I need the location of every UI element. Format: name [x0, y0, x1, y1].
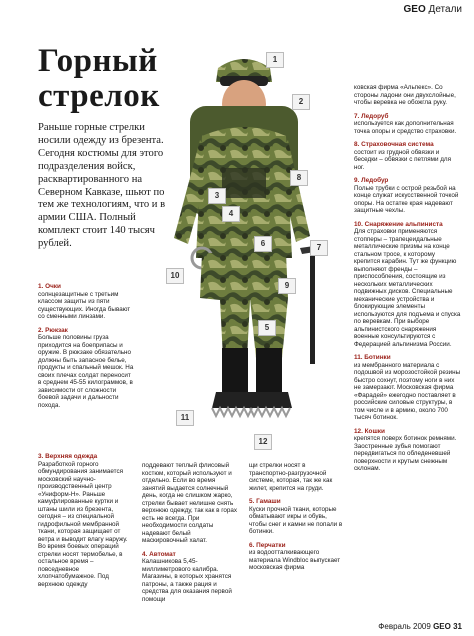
item-heading: 8. Страховочная система — [354, 141, 434, 148]
text-column-1 — [38, 283, 134, 415]
page-number: 31 — [453, 622, 462, 631]
item-heading: 11. Ботинки — [354, 354, 391, 361]
item-text: используется как дополнительная точка опоры и средство страховки. — [354, 120, 457, 135]
item-text: ковская фирма «Альпекс». Со стороны ладони они двухслойные, чтобы веревка не обожгла руку. — [354, 84, 456, 106]
header-section: Детали — [428, 4, 462, 15]
item-heading: 5. Гамаши — [249, 498, 281, 505]
item-heading: 6. Перчатки — [249, 541, 286, 549]
callout-10: 10 — [166, 268, 184, 284]
item-heading: 12. Кошки — [354, 427, 385, 435]
text-column-4 — [249, 462, 345, 578]
item-text: из мембранного материала с подошвой из морозостойкой резины быстро сохнут, поэтому ноги в них не замерзают. Московская фирма «Фарадей» ежегодно поставляет в российские силовые структуры, в том числе и в армию, около 700 тысяч ботинок. — [354, 361, 461, 421]
footer-brand: GEO — [433, 622, 451, 631]
callout-7: 7 — [310, 240, 328, 256]
callout-9: 9 — [278, 278, 296, 294]
item-heading: 9. Ледобур — [354, 177, 389, 184]
footer-date: Февраль 2009 — [378, 622, 431, 631]
article-lede: Раньше горные стрелки носили одежду из брезента. Сегодня костюмы для этого подразделения войск, расквартированного на Северном Кавказе, шьют по тем же технологиям, что и в армии США. Полный комплект стоит 140 тысяч рублей. — [38, 122, 166, 250]
item-heading: 3. Верхняя одежда — [38, 453, 98, 460]
callout-11: 11 — [176, 410, 194, 426]
text-column-2 — [38, 453, 134, 594]
item-text: Куски прочной ткани, которые обматывают икры и обувь, чтобы снег и камни не попали в ботинки. — [249, 505, 343, 535]
callout-3: 3 — [208, 188, 226, 204]
item-text: солнцезащитные с третьим классом защиты из пяти существующих. Иногда бывают со сменными линзами. — [38, 290, 131, 320]
section-header — [404, 4, 462, 15]
item-text: Больше половины груза приходится на боеприпасы и оружие. В рюкзаке обязательно должны быть запасное белье, продукты и спальный мешок. На своих плечах солдат переносит в среднем 45-55 килограммов, в зависимости от сложности боевой задачи и дальности похода. — [38, 334, 134, 409]
callout-2: 2 — [292, 94, 310, 110]
title-line-2: стрелок — [38, 78, 160, 114]
item-heading: 4. Автомат — [142, 550, 176, 558]
callout-12: 12 — [254, 434, 272, 450]
item-text: из водоотталкивающего материала Windbloc выпускает московская фирма — [249, 549, 341, 571]
item-heading: 1. Очки — [38, 283, 61, 290]
text-column-3 — [142, 462, 238, 609]
callout-1: 1 — [266, 52, 284, 68]
callout-5: 5 — [258, 320, 276, 336]
item-text: Разработкой горного обмундирования занимается московский научно-производственный центр «Униформ-Н». Раньше камуфлированные куртки и штаны шили из брезента, сегодня – из специальной гидрофильной мембранной ткани, которая защищает от ветра и выводит влагу наружу. Во время боевых операций стрелки носят термобелье, в остальное время – повседневное хлопчатобумажное. Под верхнюю одежду — [38, 460, 128, 588]
item-text: щи стрелки носят в транспортно-разгрузочной системе, которая, так же как жилет, крепится на груди. — [249, 462, 333, 492]
item-text: Калашникова 5,45-миллиметрового калибра. Магазины, в которых хранятся патроны, а также рация и средства для оказания первой помощи — [142, 558, 232, 603]
item-heading: 7. Ледоруб — [354, 112, 389, 120]
item-text: Для страховки применяются стопперы – трапецеидальные металлические призмы на конце стальном тросе, к которому крепится карабин. Тут же функцию выполняют френды – приспособления, состоящие из нескольких металлических подвижных дисков. Специальные механические устройства и блокирующие элементы используются для подъема и спуска по веревкам. При выборе альпинистского снаряжения военные консультируются с Федерацией альпинизма России. — [354, 228, 461, 348]
text-column-5 — [354, 84, 462, 479]
page-footer — [378, 622, 462, 631]
callout-6: 6 — [254, 236, 272, 252]
item-text: крепятся поверх ботинок ремнями. Заостренные зубья помогают передвигаться по обледеневшей поверхности и крутым снежным склонам. — [354, 435, 457, 472]
header-brand: GEO — [403, 4, 426, 15]
callout-4: 4 — [222, 206, 240, 222]
item-text: Полые трубки с острой резьбой на конце служат искусственной точкой опоры. На остатке края надевают защитные чехлы. — [354, 184, 459, 214]
item-heading: 10. Снаряжение альпиниста — [354, 220, 443, 228]
title-line-1: Горный — [38, 43, 158, 79]
callout-8: 8 — [290, 170, 308, 186]
item-text: состоит из грудной обвязки и беседки – обвязки с петлями для ног. — [354, 148, 451, 171]
item-text: поддевают теплый флисовый костюм, который используют и отдельно. Если во время занятий выдается солнечный день, когда не слишком жарко, стрелки бывает нелишне снять верхнюю одежду, так как в горах есть не всегда. При необходимости солдаты надевают белый маскировочный халат. — [142, 462, 238, 544]
item-heading: 2. Рюкзак — [38, 326, 68, 334]
